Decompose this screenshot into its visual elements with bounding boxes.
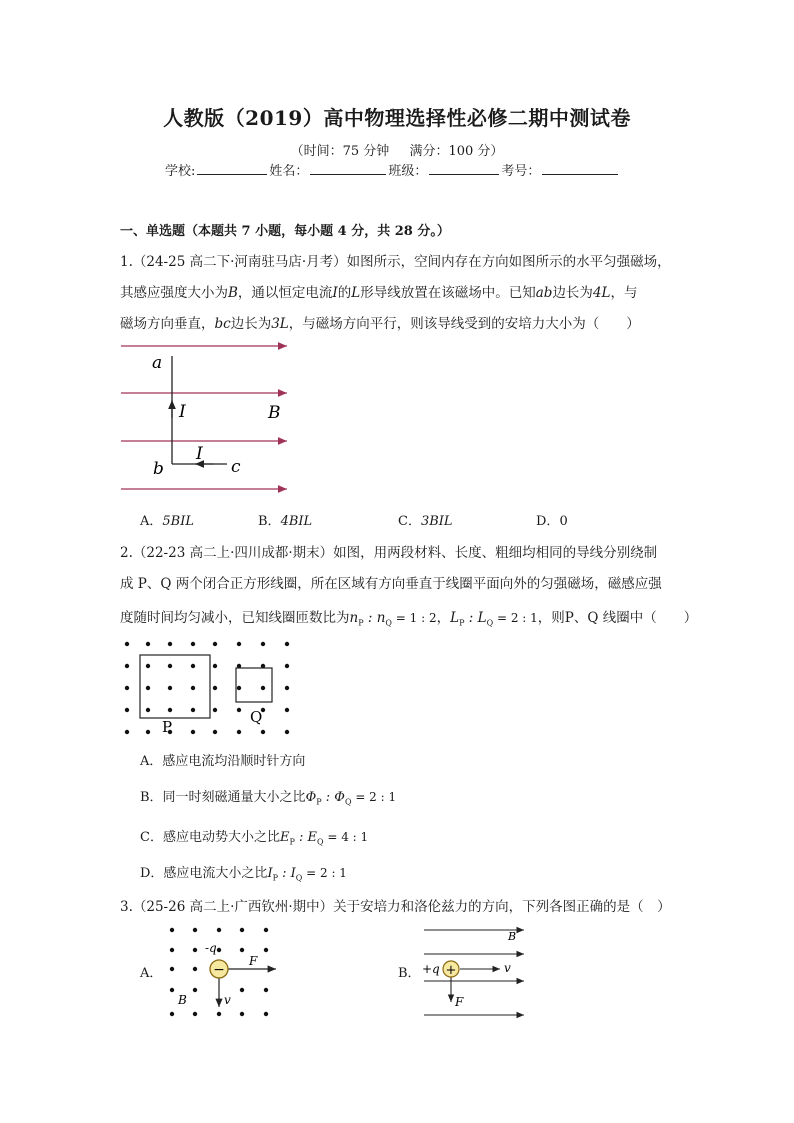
q3-option-a[interactable]: A． [140, 966, 163, 981]
field-dot [191, 664, 195, 668]
label-c: c [231, 457, 241, 477]
label-B: B [268, 403, 281, 423]
name-label: 姓名： [269, 164, 309, 179]
field-dot [261, 730, 265, 734]
exam-no-label: 考号： [501, 164, 541, 179]
field-dot [193, 1012, 197, 1016]
q1-option-a[interactable]: A．5BIL [140, 514, 194, 529]
field-dot [191, 730, 195, 734]
velocity-label: v [504, 961, 511, 975]
name-field[interactable] [310, 162, 386, 175]
field-dot [146, 642, 150, 646]
field-dot [213, 686, 217, 690]
label-a: a [152, 353, 163, 373]
q3-figure-a [160, 922, 285, 1022]
class-label: 班级： [388, 164, 428, 179]
field-dot [285, 686, 289, 690]
field-dot [193, 928, 197, 932]
field-dot [191, 708, 195, 712]
field-dot [264, 948, 268, 952]
q2-figure [115, 636, 300, 736]
q1-sym: L [351, 285, 361, 301]
q1-sym: bc [214, 316, 231, 332]
field-dot [125, 708, 129, 712]
q1-sym: 3L [271, 316, 289, 332]
q1-line2 [120, 281, 638, 301]
field-dot [240, 928, 244, 932]
paper-title: 人教版（2019）高中物理选择性必修二期中测试卷 [163, 106, 631, 130]
field-dot [168, 664, 172, 668]
field-dot [146, 664, 150, 668]
field-dot [191, 686, 195, 690]
label-current-I1: I [179, 402, 186, 422]
field-dot [213, 730, 217, 734]
charge-sign: − [213, 962, 225, 978]
school-field[interactable] [197, 162, 267, 175]
field-dot [146, 686, 150, 690]
q2-option-d[interactable]: D．感应电流大小之比$I_P$ : $I_Q = 2$ : 1 [140, 866, 347, 883]
charge-label: -q [205, 941, 217, 955]
field-dot [264, 928, 268, 932]
field-dot [240, 988, 244, 992]
q1-line3 [120, 312, 640, 332]
coil-Q [236, 668, 272, 702]
q1-figure [115, 336, 305, 501]
label-Q: Q [250, 708, 263, 726]
field-dot [213, 708, 217, 712]
q1-option-c[interactable]: C．3BIL [398, 514, 453, 529]
field-dot [261, 686, 265, 690]
student-info-line [165, 160, 620, 179]
q2-line1: 2.（22-23 高二上·四川成都·期末）如图，用两段材料、长度、粗细均相同的导线分别绕制 [120, 545, 658, 561]
field-dot [168, 708, 172, 712]
field-dot [170, 988, 174, 992]
q1-sym: 4L [592, 285, 611, 301]
label-P: P [162, 718, 173, 736]
field-dot [168, 642, 172, 646]
q2-line3: 度随时间均匀减小，已知线圈匝数比为$n_P$ : $n_Q = 1$ : 2，$L_P$ : $L_Q = 2$ : 1，则P、Q 线圈中（ ） [120, 610, 698, 628]
exam-time-score [0, 140, 794, 159]
q1-text: ，与磁场方向平行，则该导线受到的安培力大小为（ ） [288, 316, 640, 332]
q2-option-c[interactable]: C．感应电动势大小之比$E_P$ : $E_Q = 4$ : 1 [140, 830, 369, 847]
q1-option-d[interactable]: D．0 [536, 514, 568, 529]
label-current-I2: I [196, 444, 203, 464]
field-dot [240, 1012, 244, 1016]
coil-P [140, 655, 210, 718]
exam-no-field[interactable] [542, 162, 618, 175]
field-dot [237, 708, 241, 712]
field-dot [264, 988, 268, 992]
q2-option-b[interactable]: B．同一时刻磁通量大小之比$\Phi_P$ : $\Phi_Q = 2$ : 1 [140, 790, 397, 807]
field-dot [125, 642, 129, 646]
label-b: b [153, 459, 164, 479]
field-dot [237, 686, 241, 690]
charge-label: +q [422, 962, 440, 976]
q1-text: 形导线放置在该磁场中。已知 [360, 285, 536, 301]
field-dot [237, 730, 241, 734]
q1-option-b[interactable]: B．4BIL [258, 514, 313, 529]
q3-line1: 3.（25-26 高二上·广西钦州·期中）关于安培力和洛伦兹力的方向，下列各图正确的是（ ） [120, 899, 671, 915]
field-dot [146, 708, 150, 712]
field-dot [168, 686, 172, 690]
field-dot [170, 928, 174, 932]
q1-sym: I [332, 285, 338, 301]
field-dot [285, 664, 289, 668]
field-dot [193, 988, 197, 992]
field-dot [170, 967, 174, 971]
field-dot [217, 928, 221, 932]
q1-text: 边长为 [230, 316, 272, 332]
force-label: F [249, 954, 258, 968]
q1-text: ，与 [610, 285, 638, 301]
field-dot [264, 1012, 268, 1016]
q1-text: 边长为 [552, 285, 593, 301]
field-label: B [178, 993, 187, 1007]
field-dot [193, 948, 197, 952]
field-dot [213, 664, 217, 668]
class-field[interactable] [429, 162, 499, 175]
field-dot [213, 642, 217, 646]
exam-time: （时间：75 分钟 [290, 144, 390, 159]
field-dot [193, 967, 197, 971]
field-label: B [508, 930, 517, 943]
field-dot [170, 948, 174, 952]
field-dot [217, 1012, 221, 1016]
field-dot [125, 730, 129, 734]
charge-sign: + [445, 963, 457, 978]
field-dot [125, 686, 129, 690]
field-dot [191, 642, 195, 646]
q1-text: 磁场方向垂直， [120, 316, 215, 332]
field-dot [146, 730, 150, 734]
field-dot [261, 642, 265, 646]
q3-figure-b [418, 922, 530, 1022]
velocity-label: v [224, 993, 231, 1007]
school-label: 学校: [165, 164, 196, 179]
q3-option-b[interactable]: B． [398, 966, 421, 981]
q1-text: ，通以恒定电流 [237, 285, 333, 301]
field-dot [285, 642, 289, 646]
exam-score: 满分：100 分） [409, 144, 504, 159]
field-dot [170, 1012, 174, 1016]
q2-line2: 成 P、Q 两个闭合正方形线圈，所在区域有方向垂直于线圈平面向外的匀强磁场，磁感应强 [120, 576, 662, 592]
q1-sym: ab [535, 285, 553, 301]
field-dot [285, 730, 289, 734]
field-dot [285, 708, 289, 712]
field-dot [237, 642, 241, 646]
force-label: F [455, 995, 464, 1009]
section-heading: 一、单选题（本题共 7 小题，每小题 4 分，共 28 分。） [120, 224, 450, 239]
field-dot [240, 948, 244, 952]
q1-text: 的 [337, 285, 352, 301]
q1-text: 其感应强度大小为 [120, 285, 228, 301]
q2-option-a[interactable]: A．感应电流均沿顺时针方向 [140, 754, 306, 769]
q1-sym: B [228, 285, 238, 301]
q1-line1: 1.（24-25 高二下·河南驻马店·月考）如图所示，空间内存在方向如图所示的水平匀强磁场， [120, 254, 671, 270]
field-dot [217, 948, 221, 952]
field-dot [125, 664, 129, 668]
